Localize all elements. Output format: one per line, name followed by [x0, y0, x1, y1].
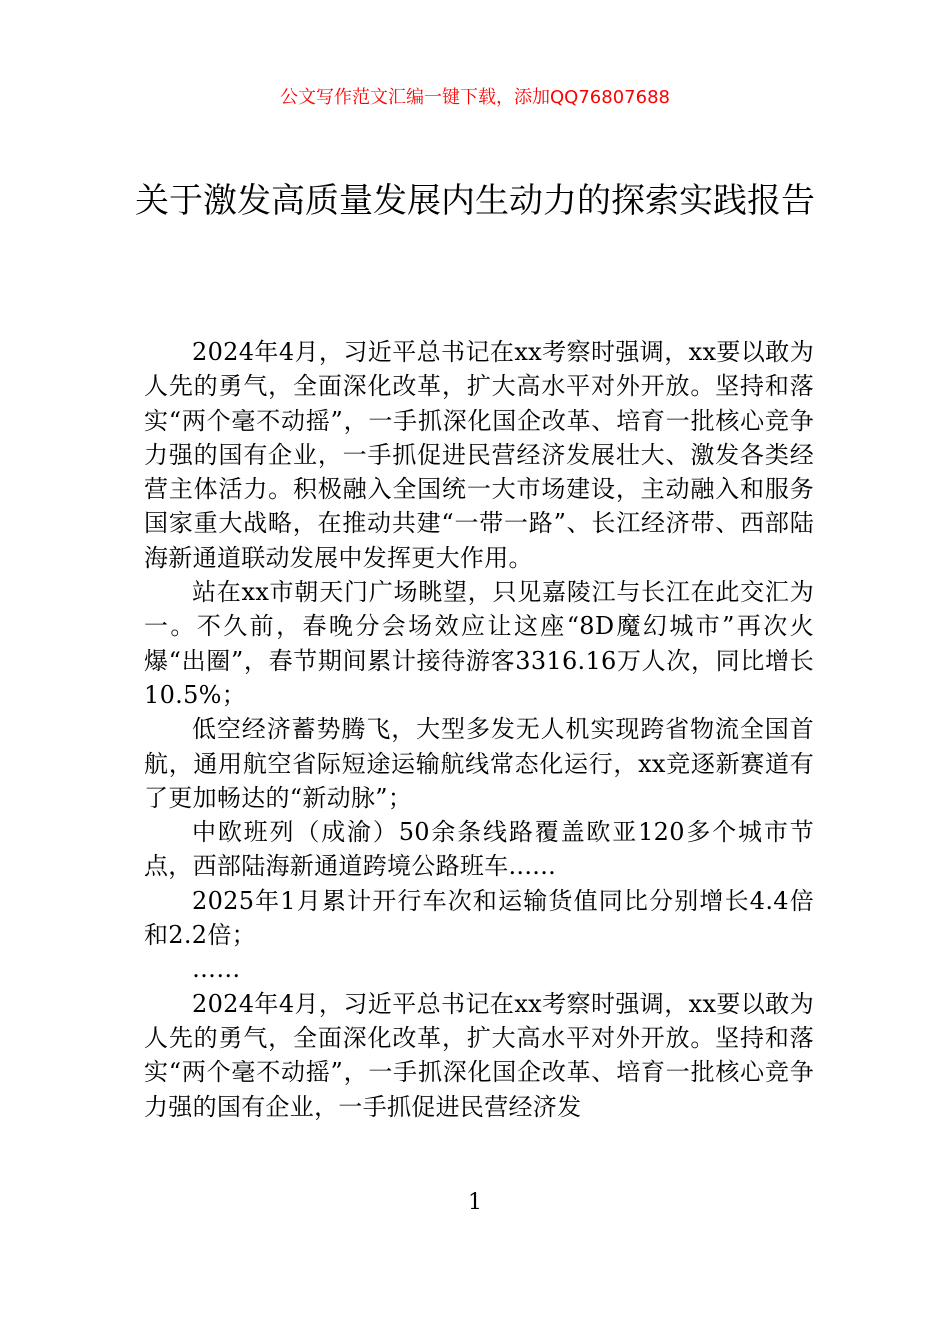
body-paragraph: 低空经济蓄势腾飞，大型多发无人机实现跨省物流全国首航，通用航空省际短途运输航线常态化运行，xx竞逐新赛道有了更加畅达的“新动脉”；	[144, 715, 814, 812]
body-paragraph: 站在xx市朝天门广场眺望，只见嘉陵江与长江在此交汇为一。不久前，春晚分会场效应让这座“8D魔幻城市”再次火爆“出圈”，春节期间累计接待游客3316.16万人次，同比增长10.5%；	[144, 578, 814, 709]
body-paragraph: ……	[192, 955, 241, 984]
document-body	[144, 335, 814, 1124]
document-title: 关于激发高质量发展内生动力的探索实践报告	[135, 181, 815, 221]
body-paragraph: 2025年1月累计开行车次和运输货值同比分别增长4.4倍和2.2倍；	[144, 886, 814, 950]
body-paragraph: 2024年4月，习近平总书记在xx考察时强调，xx要以敢为人先的勇气，全面深化改革，扩大高水平对外开放。坚持和落实“两个毫不动摇”，一手抓深化国企改革、培育一批核心竞争力强的国有企业，一手抓促进民营经济发展壮大、激发各类经营主体活力。积极融入全国统一大市场建设，主动融入和服务国家重大战略，在推动共建“一带一路”、长江经济带、西部陆海新通道联动发展中发挥更大作用。	[144, 338, 814, 572]
page-number: 1	[468, 1190, 482, 1215]
body-paragraph: 中欧班列（成渝）50余条线路覆盖欧亚120多个城市节点，西部陆海新通道跨境公路班车......	[144, 818, 814, 881]
body-paragraph: 2024年4月，习近平总书记在xx考察时强调，xx要以敢为人先的勇气，全面深化改革，扩大高水平对外开放。坚持和落实“两个毫不动摇”，一手抓深化国企改革、培育一批核心竞争力强的国有企业，一手抓促进民营经济发	[144, 989, 814, 1121]
download-promo-note: 公文写作范文汇编一键下载，添加QQ76807688	[280, 87, 670, 108]
